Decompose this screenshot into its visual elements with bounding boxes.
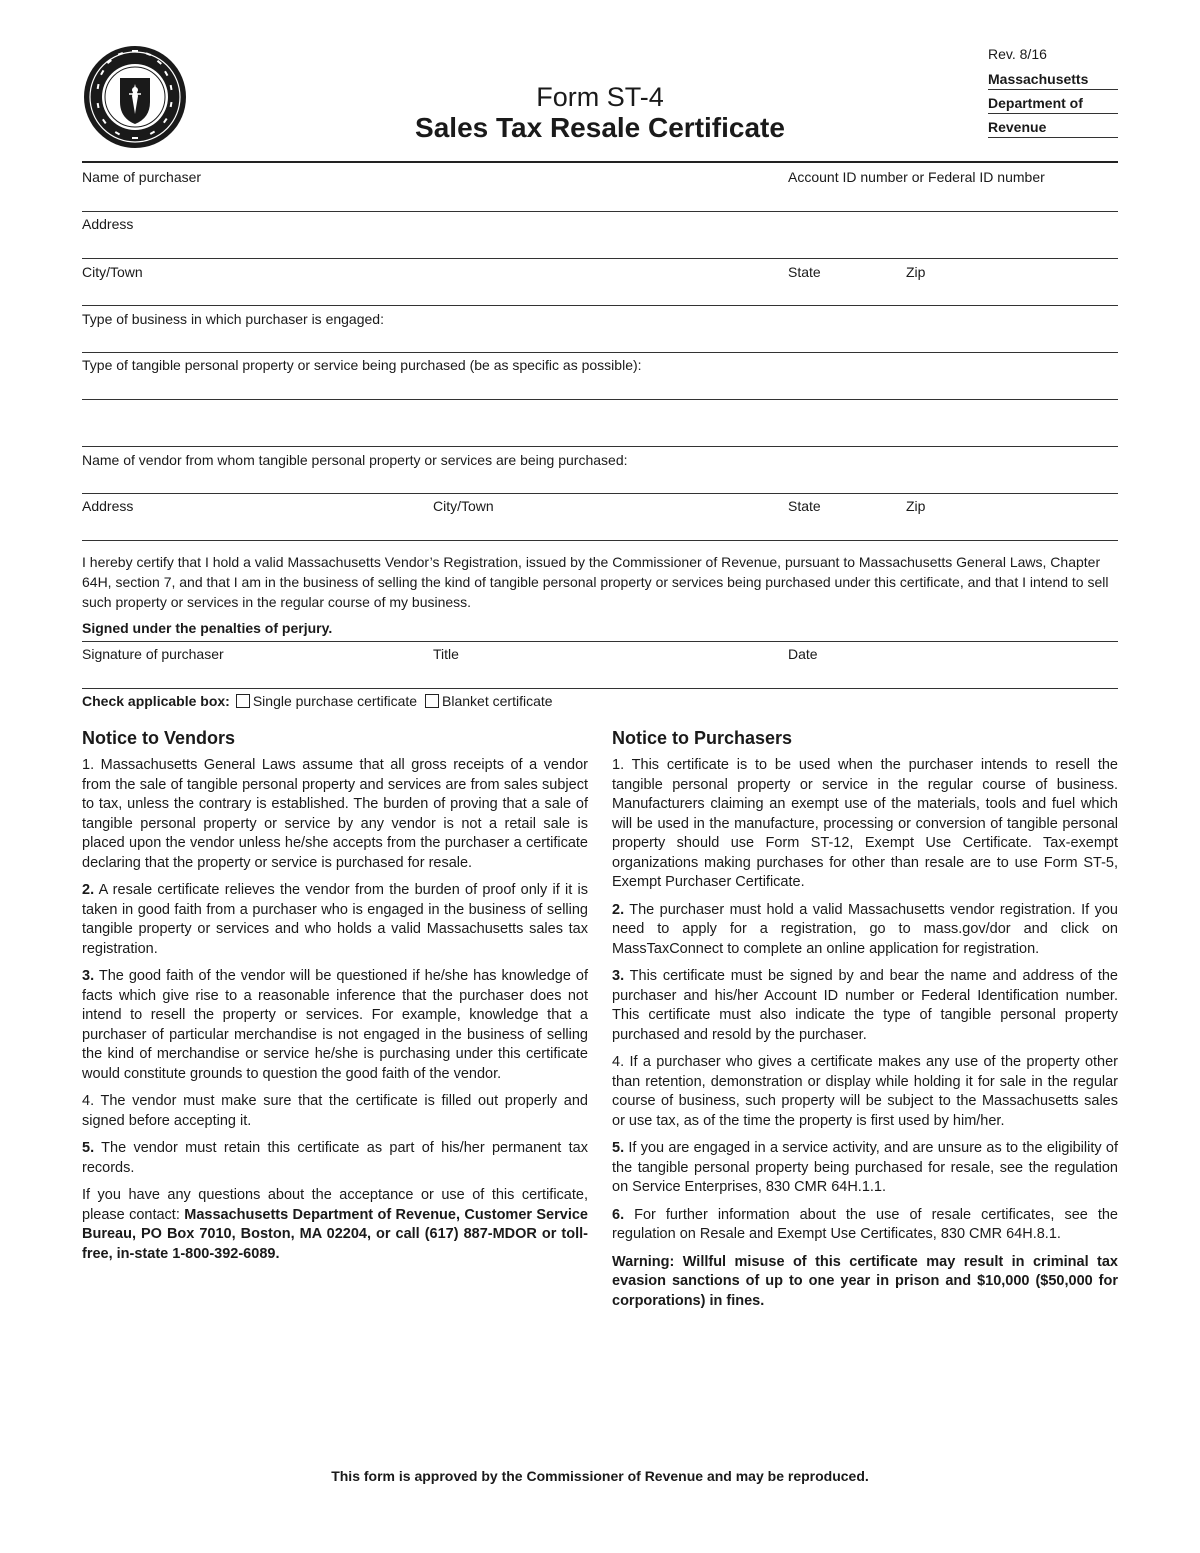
form-number: Form ST-4 bbox=[536, 82, 664, 112]
agency-line-1: Massachusetts bbox=[988, 71, 1118, 90]
vendor-address-label: Address bbox=[82, 498, 134, 514]
vendor-contact-address: Massachusetts Department of Revenue, Customer Service Bureau, PO Box 7010, Boston, MA 02204, or call (617) 887-MDOR or toll-free, in-state 1-800-392-6089. bbox=[82, 1206, 588, 1262]
vendor-item-4-text: The vendor must make sure that the certificate is filled out properly and signed before accepting it. bbox=[82, 1093, 588, 1129]
purchaser-item-4 bbox=[612, 1053, 1118, 1131]
vendor-item-1 bbox=[82, 756, 588, 873]
vendor-contact-text: If you have any questions about the acceptance or use of this certificate, please contact: bbox=[82, 1187, 588, 1223]
city-town-label: City/Town bbox=[82, 264, 143, 280]
vendor-name-label: Name of vendor from whom tangible personal property or services are being purchased: bbox=[82, 452, 628, 468]
purchaser-item-1 bbox=[612, 756, 1118, 893]
notice-to-vendors-heading: Notice to Vendors bbox=[82, 728, 236, 748]
purchaser-item-2 bbox=[612, 901, 1118, 960]
agency-line-2: Department of bbox=[988, 95, 1118, 114]
purchaser-item-5 bbox=[612, 1139, 1118, 1198]
single-purchase-checkbox[interactable] bbox=[236, 694, 250, 708]
purchaser-item-4-text: If a purchaser who gives a certificate makes any use of the property other than retention, demonstration or display while holding it for sale in the regular course of business, such property will be subject to the Massachusetts sales or use tax, as of the time the property is first used by him/her. bbox=[612, 1054, 1118, 1129]
field-line-city[interactable] bbox=[82, 305, 1118, 306]
purchaser-item-5-text: If you are engaged in a service activity, and are unsure as to the eligibility of the tangible personal property being purchased for resale, see the regulation on Service Enterprises, 830 CMR 64H.1.1. bbox=[612, 1140, 1119, 1195]
vendor-item-2 bbox=[82, 881, 588, 959]
purchaser-warning: Warning: Willful misuse of this certificate may result in criminal tax evasion sanctions of up to one year in prison and $10,000 ($50,000 for corporations) in fines. bbox=[612, 1253, 1118, 1309]
vendor-item-5 bbox=[82, 1139, 588, 1178]
purchaser-item-3-number: 3. bbox=[612, 968, 625, 984]
field-line-purchaser[interactable] bbox=[82, 211, 1118, 212]
vendor-city-label: City/Town bbox=[433, 498, 494, 514]
signature-divider bbox=[82, 641, 1118, 642]
purchaser-item-4-number: 4. bbox=[612, 1054, 625, 1070]
type-of-property-label: Type of tangible personal property or service being purchased (be as specific as possible): bbox=[82, 357, 642, 373]
account-id-label: Account ID number or Federal ID number bbox=[788, 169, 1045, 185]
vendor-state-label: State bbox=[788, 498, 821, 514]
vendor-item-5-text: The vendor must retain this certificate as part of his/her permanent tax records. bbox=[82, 1140, 588, 1176]
vendor-zip-label: Zip bbox=[906, 498, 926, 514]
title-label: Title bbox=[433, 646, 459, 662]
field-line-address[interactable] bbox=[82, 258, 1118, 259]
field-line-property-1[interactable] bbox=[82, 399, 1118, 400]
footer-note: This form is approved by the Commissioner of Revenue and may be reproduced. bbox=[331, 1468, 869, 1484]
vendor-item-4-number: 4. bbox=[82, 1093, 95, 1109]
vendor-item-3 bbox=[82, 967, 588, 1084]
notice-to-purchasers bbox=[612, 726, 1118, 1319]
massachusetts-seal bbox=[82, 44, 188, 150]
field-line-business[interactable] bbox=[82, 352, 1118, 353]
field-line-vendor-address[interactable] bbox=[82, 540, 1118, 541]
vendor-item-2-text: A resale certificate relieves the vendor from the burden of proof only if it is taken in good faith from a purchaser who is engaged in the business of selling tangible property or services and who holds a valid Massachusetts sales tax registration. bbox=[82, 882, 589, 957]
field-line-vendor[interactable] bbox=[82, 493, 1118, 494]
agency-line-3: Revenue bbox=[988, 119, 1118, 138]
purchaser-item-3 bbox=[612, 967, 1118, 1045]
signed-under-penalties: Signed under the penalties of perjury. bbox=[82, 620, 333, 636]
revision-date: Rev. 8/16 bbox=[988, 46, 1047, 62]
field-line-signature[interactable] bbox=[82, 688, 1118, 689]
check-applicable-row bbox=[82, 693, 553, 709]
purchaser-item-6-number: 6. bbox=[612, 1206, 625, 1223]
date-label: Date bbox=[788, 646, 818, 662]
name-of-purchaser-label: Name of purchaser bbox=[82, 169, 202, 185]
vendor-item-1-text: Massachusetts General Laws assume that all gross receipts of a vendor from the sale of tangible personal property and services are from sales subject to tax, unless the contrary is established. The burden of proving that a sale of tangible personal property or service by any vendor is not a retail sale is placed upon the vendor unless he/she accepts from the purchaser a certificate declaring that the property or service is purchased for resale. bbox=[82, 757, 588, 871]
purchaser-item-3-text: This certificate must be signed by and bear the name and address of the purchaser and his/her Account ID number or Federal Identification number. This certificate must also indicate the type of tangible personal property purchased and resold by the purchaser. bbox=[612, 968, 1118, 1043]
vendor-item-2-number: 2. bbox=[82, 882, 95, 898]
header-divider bbox=[82, 161, 1118, 163]
blanket-certificate-checkbox[interactable] bbox=[425, 694, 439, 708]
purchaser-item-2-number: 2. bbox=[612, 901, 625, 918]
form-title: Sales Tax Resale Certificate bbox=[415, 112, 785, 143]
check-applicable-label: Check applicable box: bbox=[82, 693, 230, 709]
type-of-business-label: Type of business in which purchaser is engaged: bbox=[82, 311, 384, 327]
blanket-certificate-label: Blanket certificate bbox=[442, 693, 553, 709]
vendor-contact bbox=[82, 1186, 588, 1264]
state-label: State bbox=[788, 264, 821, 280]
purchaser-item-5-number: 5. bbox=[612, 1140, 625, 1156]
purchaser-item-2-text: The purchaser must hold a valid Massachusetts vendor registration. If you need to apply for a registration, go to mass.gov/dor and click on MassTaxConnect to complete an online application for registration. bbox=[612, 901, 1118, 957]
purchaser-item-6-text: For further information about the use of resale certificates, see the regulation on Resale and Exempt Use Certificates, 830 CMR 64H.8.1. bbox=[612, 1206, 1118, 1242]
vendor-item-4 bbox=[82, 1092, 588, 1131]
vendor-item-3-text: The good faith of the vendor will be questioned if he/she has knowledge of facts which give rise to a reasonable inference that the purchaser does not intend to resell the property or services. For example, knowledge that a purchaser of particular merchandise is not engaged in the business of selling the kind of merchandise or service he/she is purchasing under this certificate would constitute grounds to question the good faith of the vendor. bbox=[82, 968, 588, 1082]
address-label: Address bbox=[82, 216, 134, 232]
purchaser-item-1-number: 1. bbox=[612, 757, 625, 773]
notice-to-purchasers-heading: Notice to Purchasers bbox=[612, 728, 793, 748]
zip-label: Zip bbox=[906, 264, 926, 280]
vendor-item-3-number: 3. bbox=[82, 968, 95, 984]
vendor-item-5-number: 5. bbox=[82, 1140, 95, 1156]
signature-label: Signature of purchaser bbox=[82, 646, 224, 662]
field-line-property-2[interactable] bbox=[82, 446, 1118, 447]
purchaser-item-1-text: This certificate is to be used when the purchaser intends to resell the tangible personal property or service in the regular course of business. Manufacturers claiming an exempt use of the materials, tools and fuel which will be used in the manufacture, processing or conversion of tangible personal property should use Form ST-12, Exempt Use Certificate. Tax-exempt organizations making purchases for other than resale are to use Form ST-5, Exempt Purchaser Certificate. bbox=[612, 757, 1118, 890]
single-purchase-label: Single purchase certificate bbox=[252, 693, 418, 709]
vendor-item-1-number: 1. bbox=[82, 757, 95, 773]
certification-text: I hereby certify that I hold a valid Massachusetts Vendor’s Registration, issued by the Commissioner of Revenue, pursuant to Massachusetts General Laws, Chapter 64H, section 7, and that I am in the business of selling the kind of tangible personal property or services being purchased under this certificate, and that I intend to sell such property or services in the regular course of my business. bbox=[82, 554, 1109, 610]
purchaser-item-6 bbox=[612, 1206, 1118, 1245]
notice-to-vendors bbox=[82, 726, 588, 1272]
